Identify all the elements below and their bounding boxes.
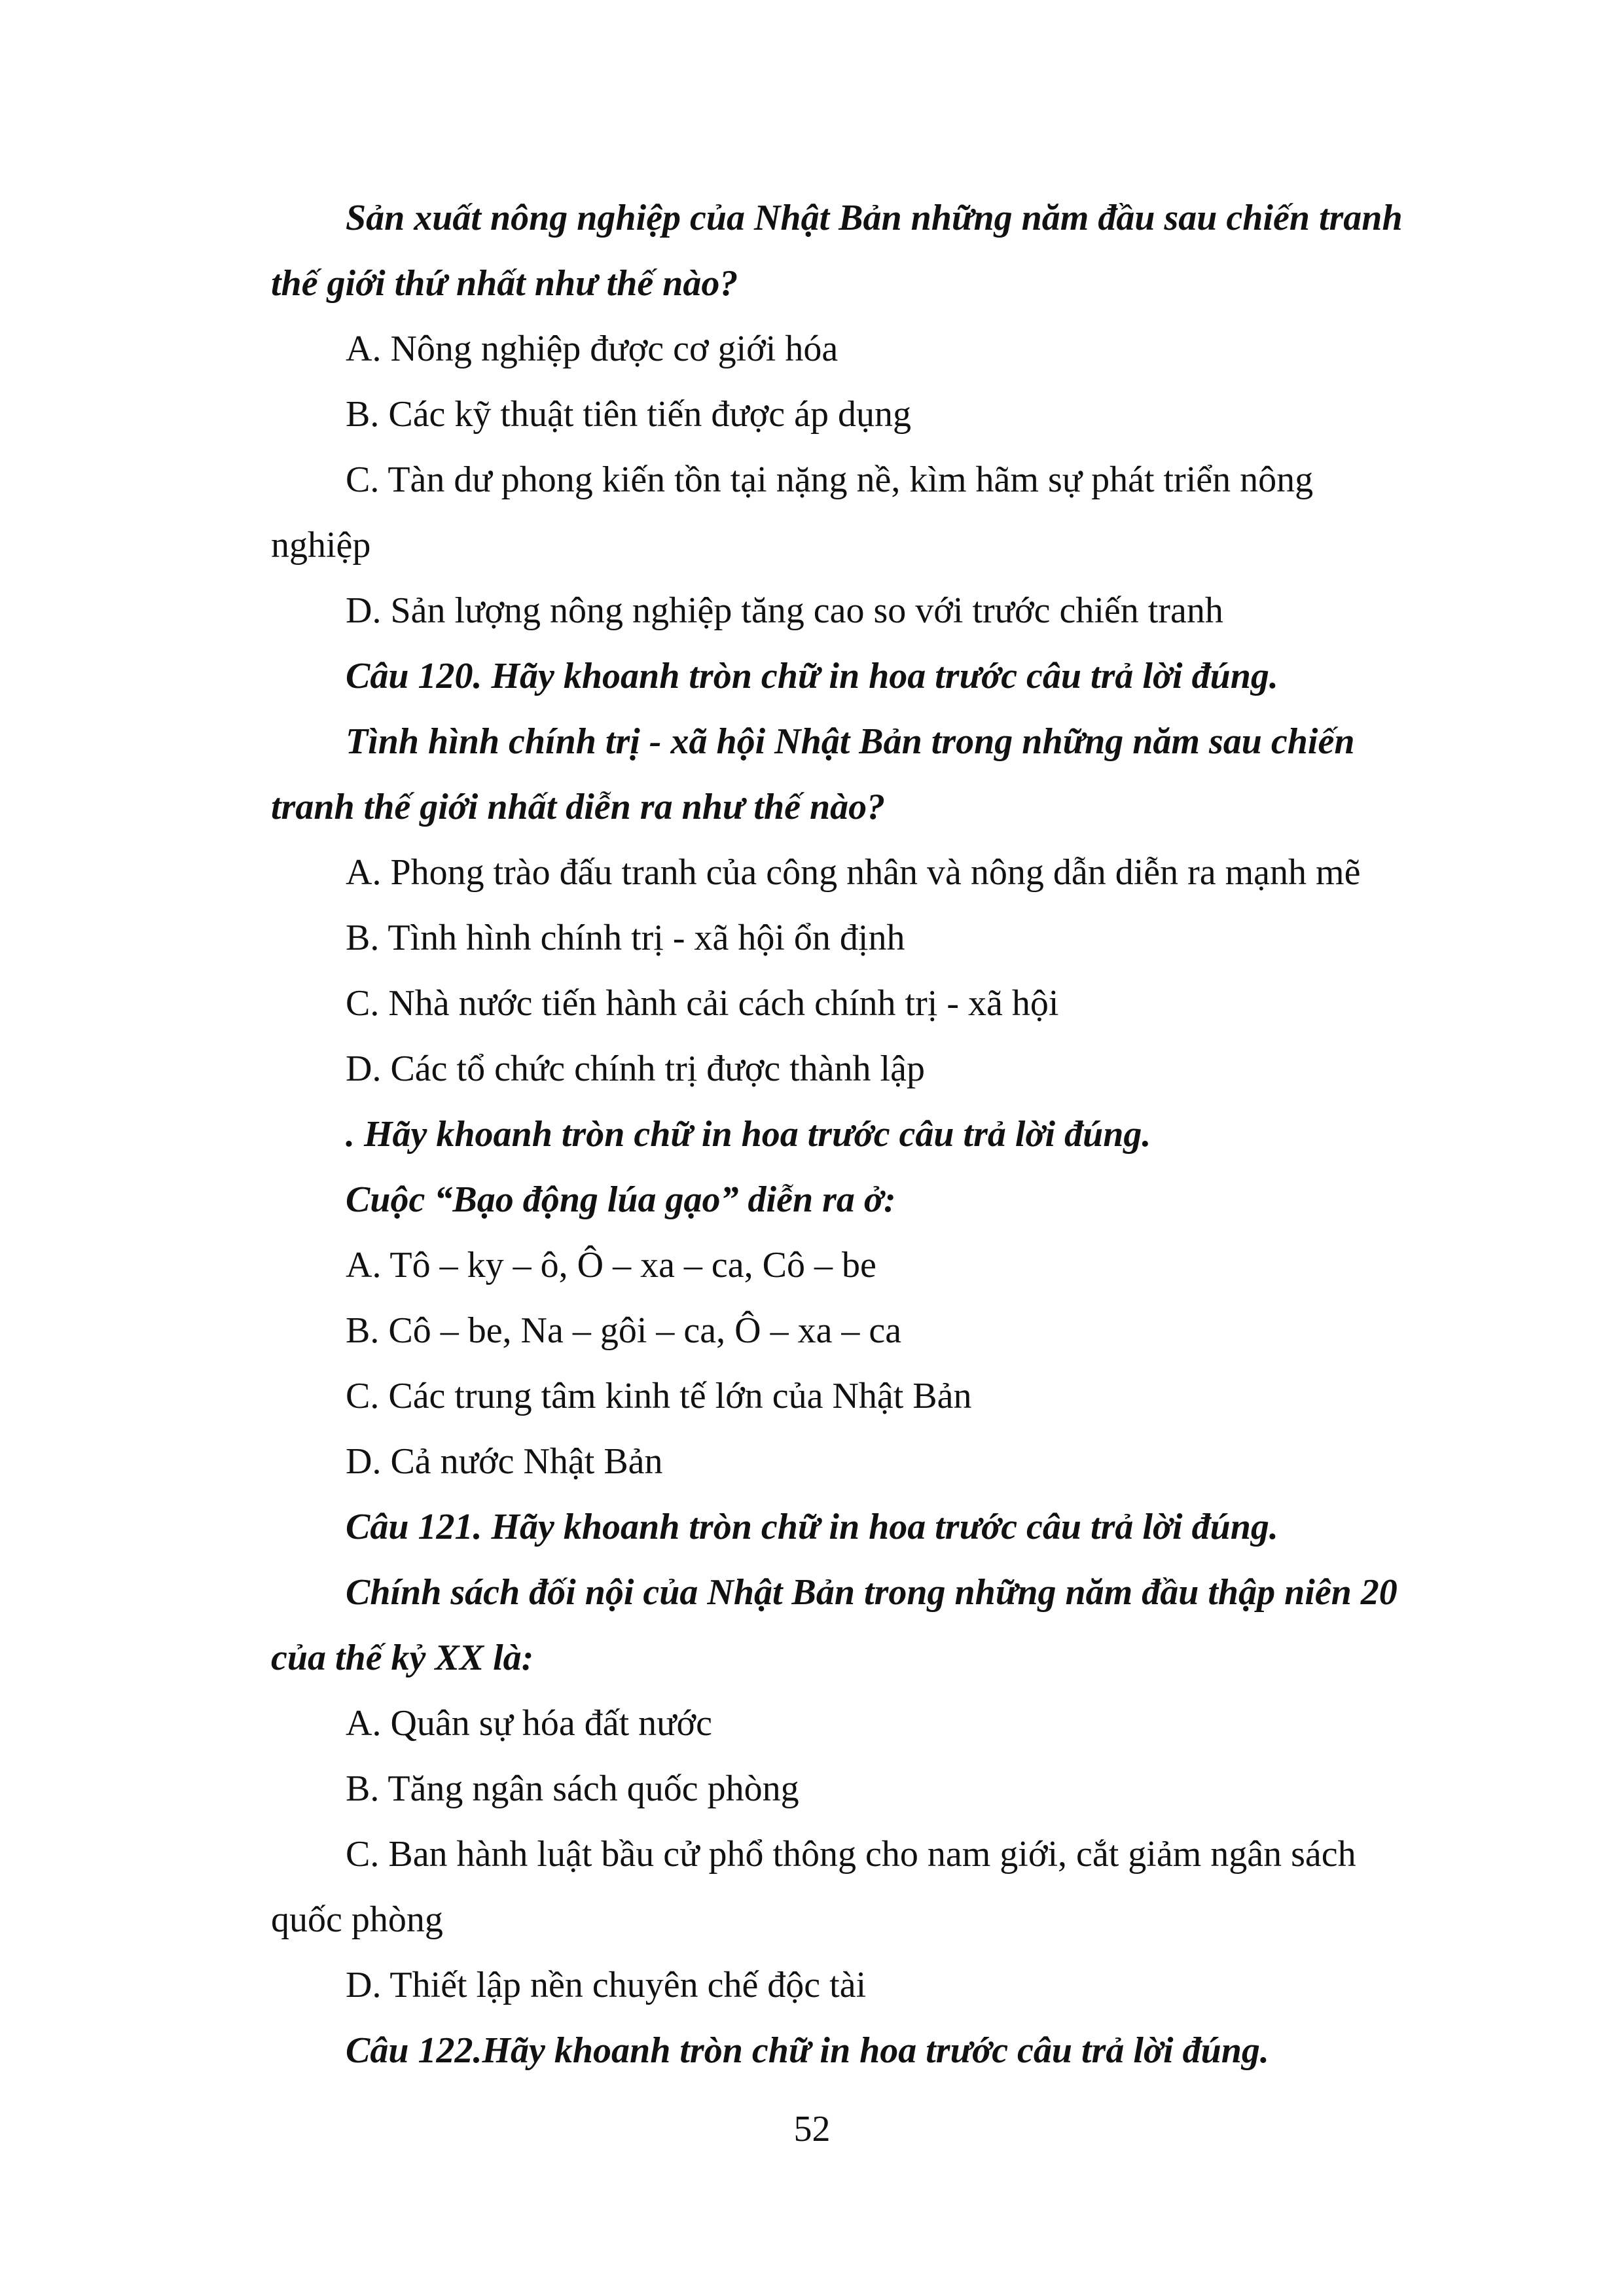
answer-option-c: C. Tàn dư phong kiến tồn tại nặng nề, kìm hãm sự phát triển nông bbox=[346, 459, 1314, 500]
question-text: Chính sách đối nội của Nhật Bản trong những năm đầu thập niên 20 bbox=[346, 1572, 1398, 1613]
answer-option-d: D. Cả nước Nhật Bản bbox=[346, 1441, 663, 1482]
answer-option-a: A. Nông nghiệp được cơ giới hóa bbox=[346, 329, 839, 369]
answer-option-c-cont: nghiệp bbox=[271, 525, 371, 565]
question-text: thế giới thứ nhất như thế nào? bbox=[271, 263, 738, 304]
answer-option-c: C. Các trung tâm kinh tế lớn của Nhật Bản bbox=[346, 1376, 972, 1416]
question-header: Câu 120. Hãy khoanh tròn chữ in hoa trước câu trả lời đúng. bbox=[346, 656, 1278, 696]
answer-option-b: B. Tăng ngân sách quốc phòng bbox=[346, 1768, 799, 1809]
question-text: Cuộc “Bạo động lúa gạo” diễn ra ở: bbox=[346, 1179, 896, 1220]
page-number: 52 bbox=[793, 2109, 831, 2149]
question-text: Sản xuất nông nghiệp của Nhật Bản những năm đầu sau chiến tranh bbox=[346, 198, 1403, 238]
answer-option-a: A. Phong trào đấu tranh của công nhân và nông dẫn diễn ra mạnh mẽ bbox=[346, 852, 1361, 893]
answer-option-c-cont: quốc phòng bbox=[271, 1899, 443, 1940]
question-header: . Hãy khoanh tròn chữ in hoa trước câu trả lời đúng. bbox=[346, 1114, 1151, 1155]
question-text: Tình hình chính trị - xã hội Nhật Bản trong những năm sau chiến bbox=[346, 721, 1355, 762]
answer-option-a: A. Quân sự hóa đất nước bbox=[346, 1703, 712, 1744]
question-text: của thế kỷ XX là: bbox=[271, 1638, 534, 1678]
answer-option-b: B. Cô – be, Na – gôi – ca, Ô – xa – ca bbox=[346, 1310, 902, 1351]
answer-option-d: D. Các tổ chức chính trị được thành lập bbox=[346, 1049, 925, 1089]
answer-option-a: A. Tô – ky – ô, Ô – xa – ca, Cô – be bbox=[346, 1245, 876, 1285]
answer-option-d: D. Thiết lập nền chuyên chế độc tài bbox=[346, 1965, 867, 2005]
answer-option-c: C. Ban hành luật bầu cử phổ thông cho nam giới, cắt giảm ngân sách bbox=[346, 1834, 1356, 1874]
answer-option-b: B. Tình hình chính trị - xã hội ổn định bbox=[346, 918, 905, 958]
answer-option-d: D. Sản lượng nông nghiệp tăng cao so với trước chiến tranh bbox=[346, 590, 1223, 631]
question-text: tranh thế giới nhất diễn ra như thế nào? bbox=[271, 787, 886, 827]
answer-option-c: C. Nhà nước tiến hành cải cách chính trị - xã hội bbox=[346, 983, 1059, 1024]
question-header: Câu 121. Hãy khoanh tròn chữ in hoa trước câu trả lời đúng. bbox=[346, 1507, 1278, 1547]
answer-option-b: B. Các kỹ thuật tiên tiến được áp dụng bbox=[346, 394, 912, 435]
question-header: Câu 122.Hãy khoanh tròn chữ in hoa trước câu trả lời đúng. bbox=[346, 2030, 1269, 2071]
